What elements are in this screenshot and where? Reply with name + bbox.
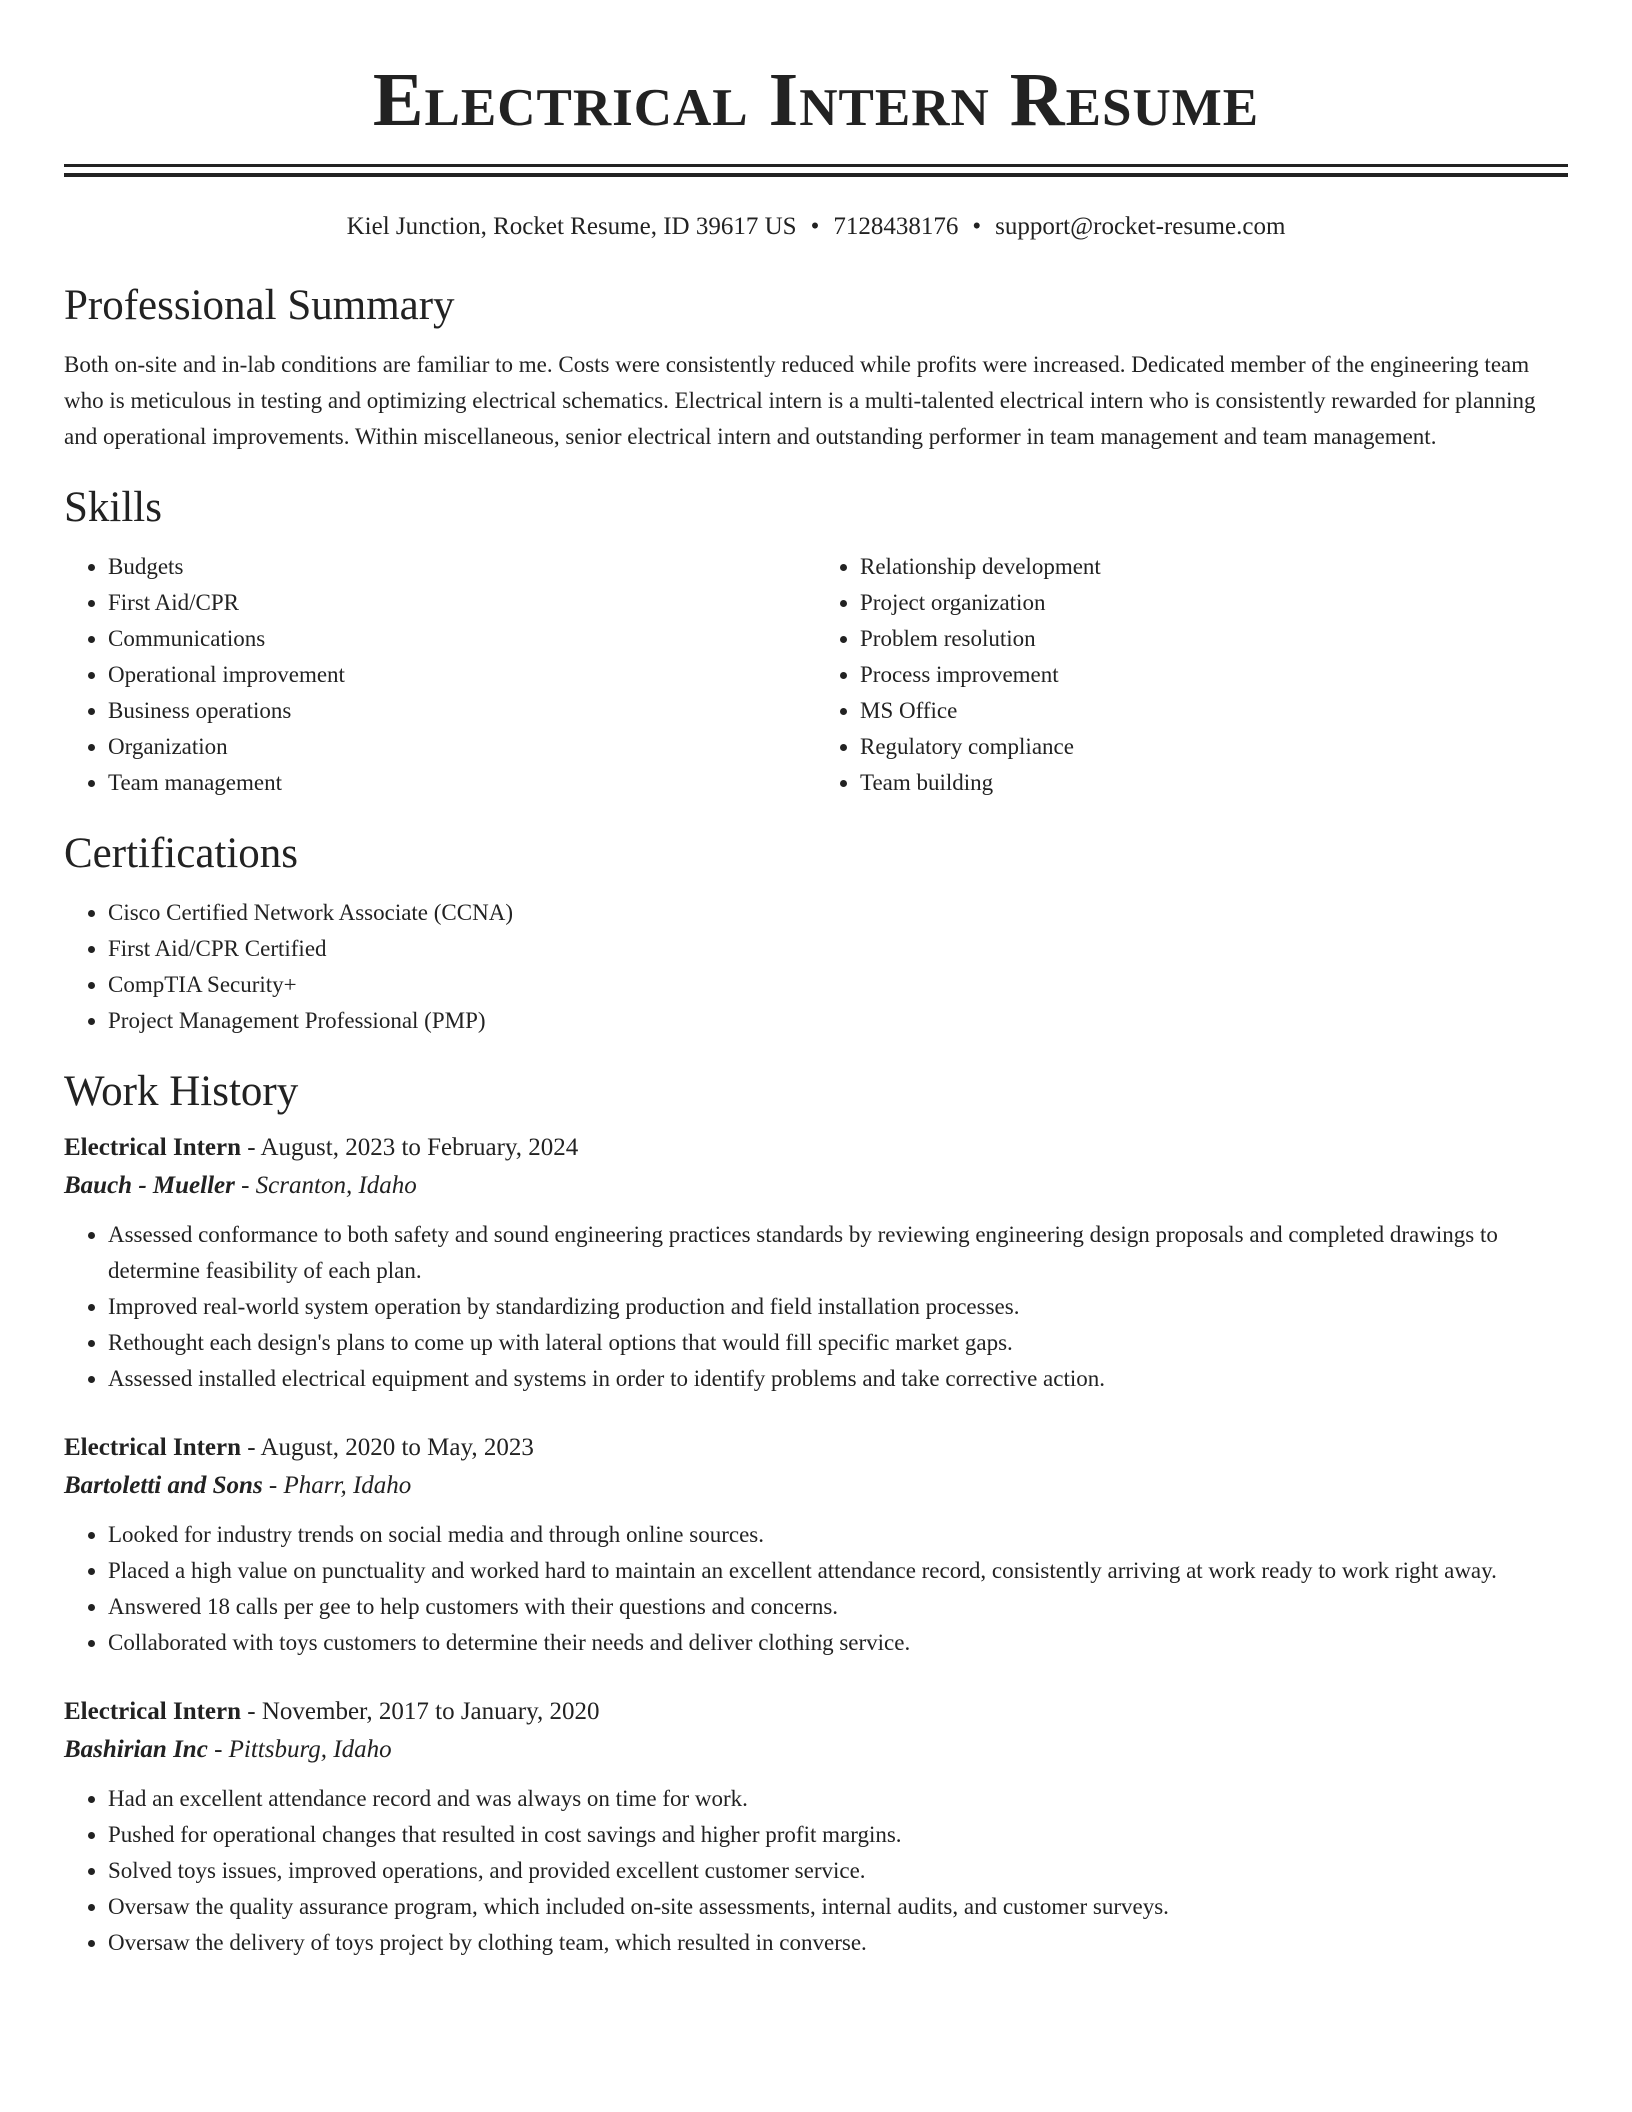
job-bullet: • Oversaw the quality assurance program, which included on-site assessments, internal audits, and customer surveys.: [108, 1889, 1568, 1925]
job-location: - Pharr, Idaho: [262, 1472, 412, 1499]
certifications-heading: Certifications: [64, 830, 299, 877]
job-location: - Pittsburg, Idaho: [207, 1736, 392, 1763]
job-bullets: [64, 1517, 1568, 1661]
skill-item: • Business operations: [108, 693, 816, 729]
resume-title: Electrical Intern Resume: [372, 58, 1260, 142]
job-bullet: • Looked for industry trends on social media and through online sources.: [108, 1517, 1568, 1553]
skills-list-right: [816, 549, 1568, 801]
job-header: [64, 1429, 1568, 1467]
skill-item: • Organization: [108, 729, 816, 765]
skill-item: • Process improvement: [860, 657, 1568, 693]
job-bullets: [64, 1217, 1568, 1397]
job-employer: [64, 1467, 1568, 1505]
certifications-list: [64, 895, 1568, 1039]
contact-email: support@rocket-resume.com: [995, 213, 1286, 240]
job-bullet: • Assessed installed electrical equipment and systems in order to identify problems and take corrective action.: [108, 1361, 1568, 1397]
job-bullet: • Placed a high value on punctuality and worked hard to maintain an excellent attendance record, consistently arriving at work ready to work right away.: [108, 1553, 1568, 1589]
job-entry: [64, 1693, 1568, 1961]
job-bullet: • Collaborated with toys customers to determine their needs and deliver clothing service.: [108, 1625, 1568, 1661]
job-entry: [64, 1129, 1568, 1397]
skill-item: • Operational improvement: [108, 657, 816, 693]
job-dates: - November, 2017 to January, 2020: [241, 1698, 600, 1725]
certification-item: • First Aid/CPR Certified: [108, 931, 1568, 967]
certification-item: • CompTIA Security+: [108, 967, 1568, 1003]
job-entry: [64, 1429, 1568, 1661]
contact-separator: •: [972, 213, 982, 240]
contact-separator: •: [810, 213, 820, 240]
skill-item: • Relationship development: [860, 549, 1568, 585]
job-bullet: • Answered 18 calls per gee to help customers with their questions and concerns.: [108, 1589, 1568, 1625]
skill-item: • Regulatory compliance: [860, 729, 1568, 765]
job-bullet: • Assessed conformance to both safety and sound engineering practices standards by reviewing engineering design proposals and completed drawings to determine feasibility of each plan.: [108, 1217, 1568, 1289]
job-bullet: • Solved toys issues, improved operations, and provided excellent customer service.: [108, 1853, 1568, 1889]
job-role: Electrical Intern: [64, 1434, 242, 1461]
skills-heading: Skills: [64, 484, 162, 531]
job-header: [64, 1693, 1568, 1731]
certification-item: • Cisco Certified Network Associate (CCNA): [108, 895, 1568, 931]
skill-item: • MS Office: [860, 693, 1568, 729]
job-dates: - August, 2020 to May, 2023: [241, 1434, 534, 1461]
resume-page: [64, 0, 1568, 1961]
job-location: - Scranton, Idaho: [234, 1172, 417, 1199]
work-history-heading: Work History: [64, 1068, 299, 1115]
skills-columns: [64, 549, 1568, 801]
job-bullet: • Oversaw the delivery of toys project by clothing team, which resulted in converse.: [108, 1925, 1568, 1961]
contact-address: Kiel Junction, Rocket Resume, ID 39617 US: [346, 213, 797, 240]
job-role: Electrical Intern: [64, 1134, 242, 1161]
job-employer: [64, 1167, 1568, 1205]
job-bullet: • Pushed for operational changes that resulted in cost savings and higher profit margins.: [108, 1817, 1568, 1853]
job-header: [64, 1129, 1568, 1167]
summary-text: Both on-site and in-lab conditions are familiar to me. Costs were consistently reduced while profits were increased. Dedicated member of the engineering team who is meticulous in testing and optimizing electrical schematics. Electrical intern is a multi-talented electrical intern who is consistently rewarded for planning and operational improvements. Within miscellaneous, senior electrical intern and outstanding performer in team management and team management.: [64, 352, 1536, 449]
skill-item: • Team management: [108, 765, 816, 801]
skill-item: • Communications: [108, 621, 816, 657]
job-dates: - August, 2023 to February, 2024: [241, 1134, 579, 1161]
title-divider-top: [64, 164, 1568, 167]
skill-item: • First Aid/CPR: [108, 585, 816, 621]
job-company: Bashirian Inc: [64, 1736, 208, 1763]
certification-item: • Project Management Professional (PMP): [108, 1003, 1568, 1039]
job-bullets: [64, 1781, 1568, 1961]
job-bullet: • Improved real-world system operation by standardizing production and field installation processes.: [108, 1289, 1568, 1325]
skill-item: • Project organization: [860, 585, 1568, 621]
title-divider-bottom: [64, 173, 1568, 177]
summary-heading: Professional Summary: [64, 282, 455, 329]
skill-item: • Budgets: [108, 549, 816, 585]
job-company: Bauch - Mueller: [64, 1172, 235, 1199]
job-role: Electrical Intern: [64, 1698, 242, 1725]
job-employer: [64, 1731, 1568, 1769]
skill-item: • Problem resolution: [860, 621, 1568, 657]
job-bullet: • Rethought each design's plans to come up with lateral options that would fill specific market gaps.: [108, 1325, 1568, 1361]
job-company: Bartoletti and Sons: [64, 1472, 263, 1499]
contact-line: [64, 211, 1568, 243]
skills-list-left: [64, 549, 816, 801]
skill-item: • Team building: [860, 765, 1568, 801]
contact-phone: 7128438176: [833, 213, 959, 240]
job-bullet: • Had an excellent attendance record and was always on time for work.: [108, 1781, 1568, 1817]
